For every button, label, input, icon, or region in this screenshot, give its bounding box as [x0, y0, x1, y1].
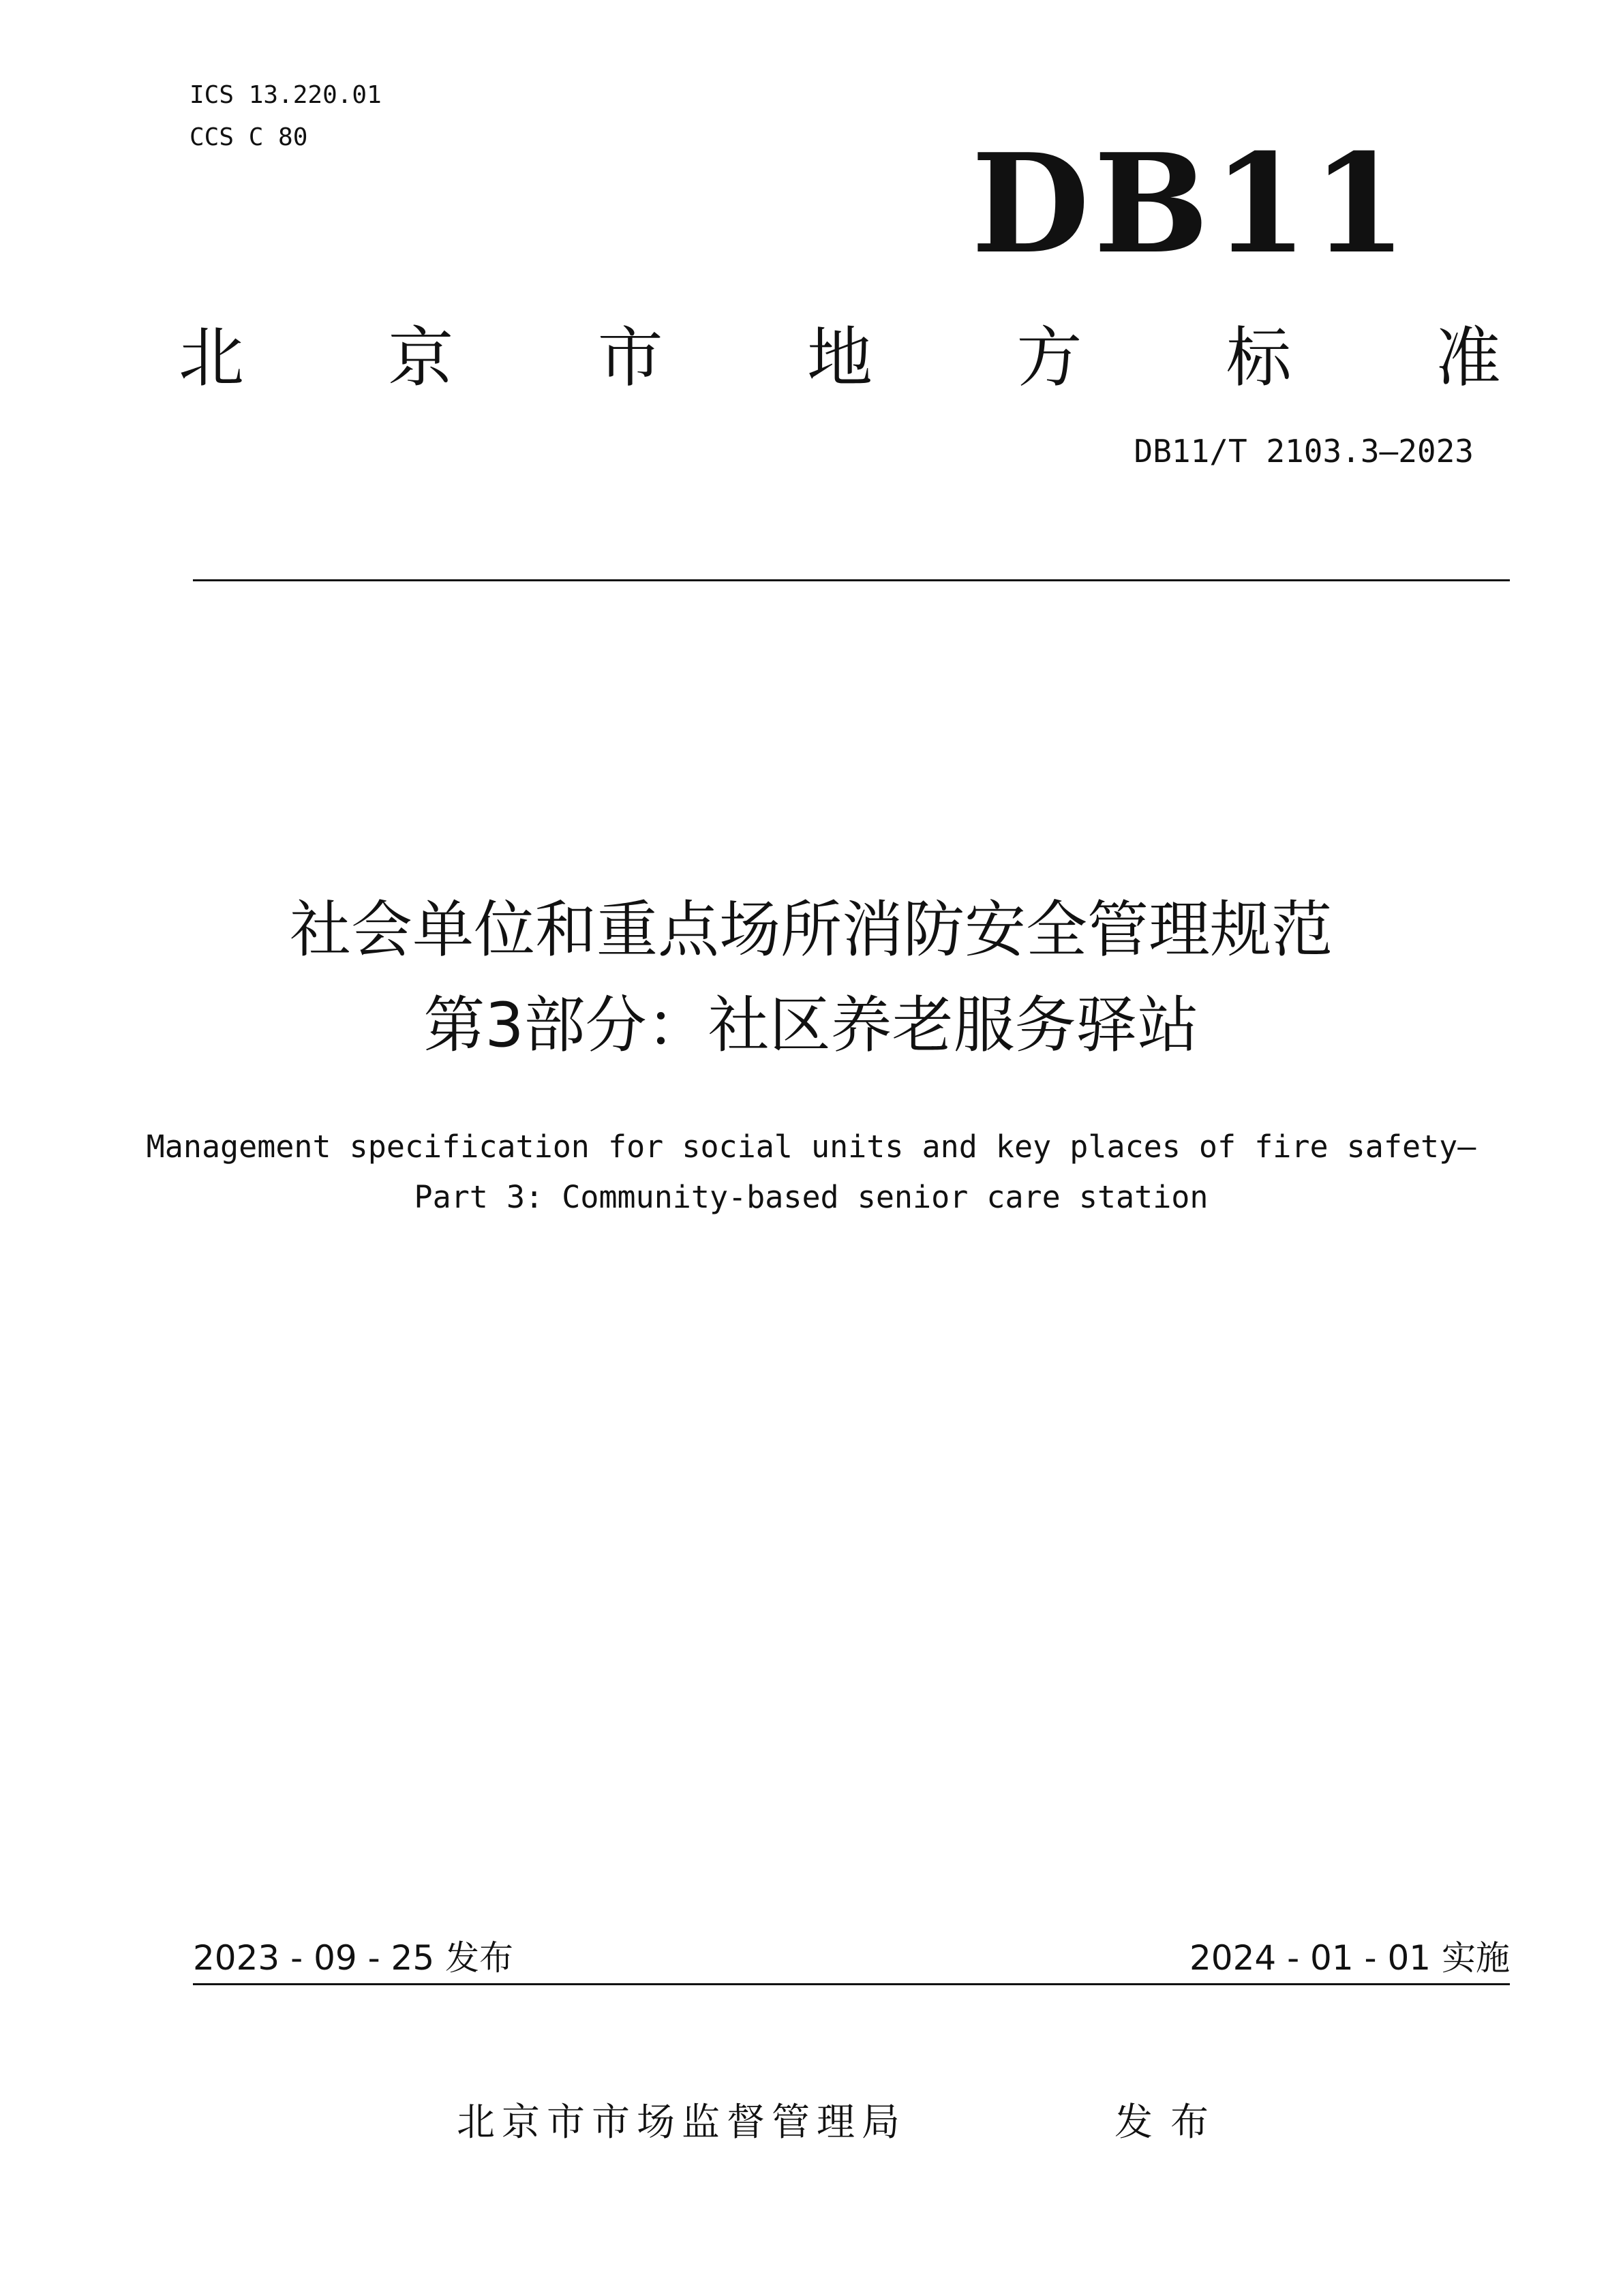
- standard-type-char: 京: [388, 320, 454, 396]
- standard-type-char: 方: [1016, 320, 1082, 396]
- title-chinese-line-1: 社会单位和重点场所消防安全管理规范: [290, 894, 1333, 966]
- effective-date: 2024 - 01 - 01 实施: [1189, 1938, 1510, 1978]
- ics-code: ICS 13.220.01: [189, 81, 382, 109]
- standard-type-char: 地: [806, 320, 873, 396]
- footer-divider: [193, 1983, 1510, 1985]
- standard-type-heading: [179, 310, 1501, 405]
- title-english-line-2: Part 3: Community-based senior care station: [414, 1179, 1209, 1215]
- publish-label: 发布: [1114, 2100, 1226, 2145]
- header-divider: [193, 579, 1510, 581]
- standard-number: DB11/T 2103.3—2023: [1134, 433, 1474, 470]
- db11-logo: DB11: [971, 124, 1411, 284]
- title-chinese-line-2: 第3部分：社区养老服务驿站: [423, 990, 1199, 1061]
- standard-type-char: 市: [597, 320, 663, 396]
- publisher-row: [457, 2096, 1275, 2150]
- publisher-name: 北京市市场监督管理局: [457, 2100, 907, 2145]
- standard-type-char: 北: [179, 320, 244, 396]
- standard-type-char: 标: [1226, 320, 1292, 396]
- title-english-line-1: Management specification for social units and key places of fire safety—: [146, 1129, 1476, 1165]
- standard-type-char: 准: [1435, 320, 1501, 396]
- issue-date: 2023 - 09 - 25 发布: [193, 1938, 514, 1978]
- ccs-code: CCS C 80: [189, 123, 308, 151]
